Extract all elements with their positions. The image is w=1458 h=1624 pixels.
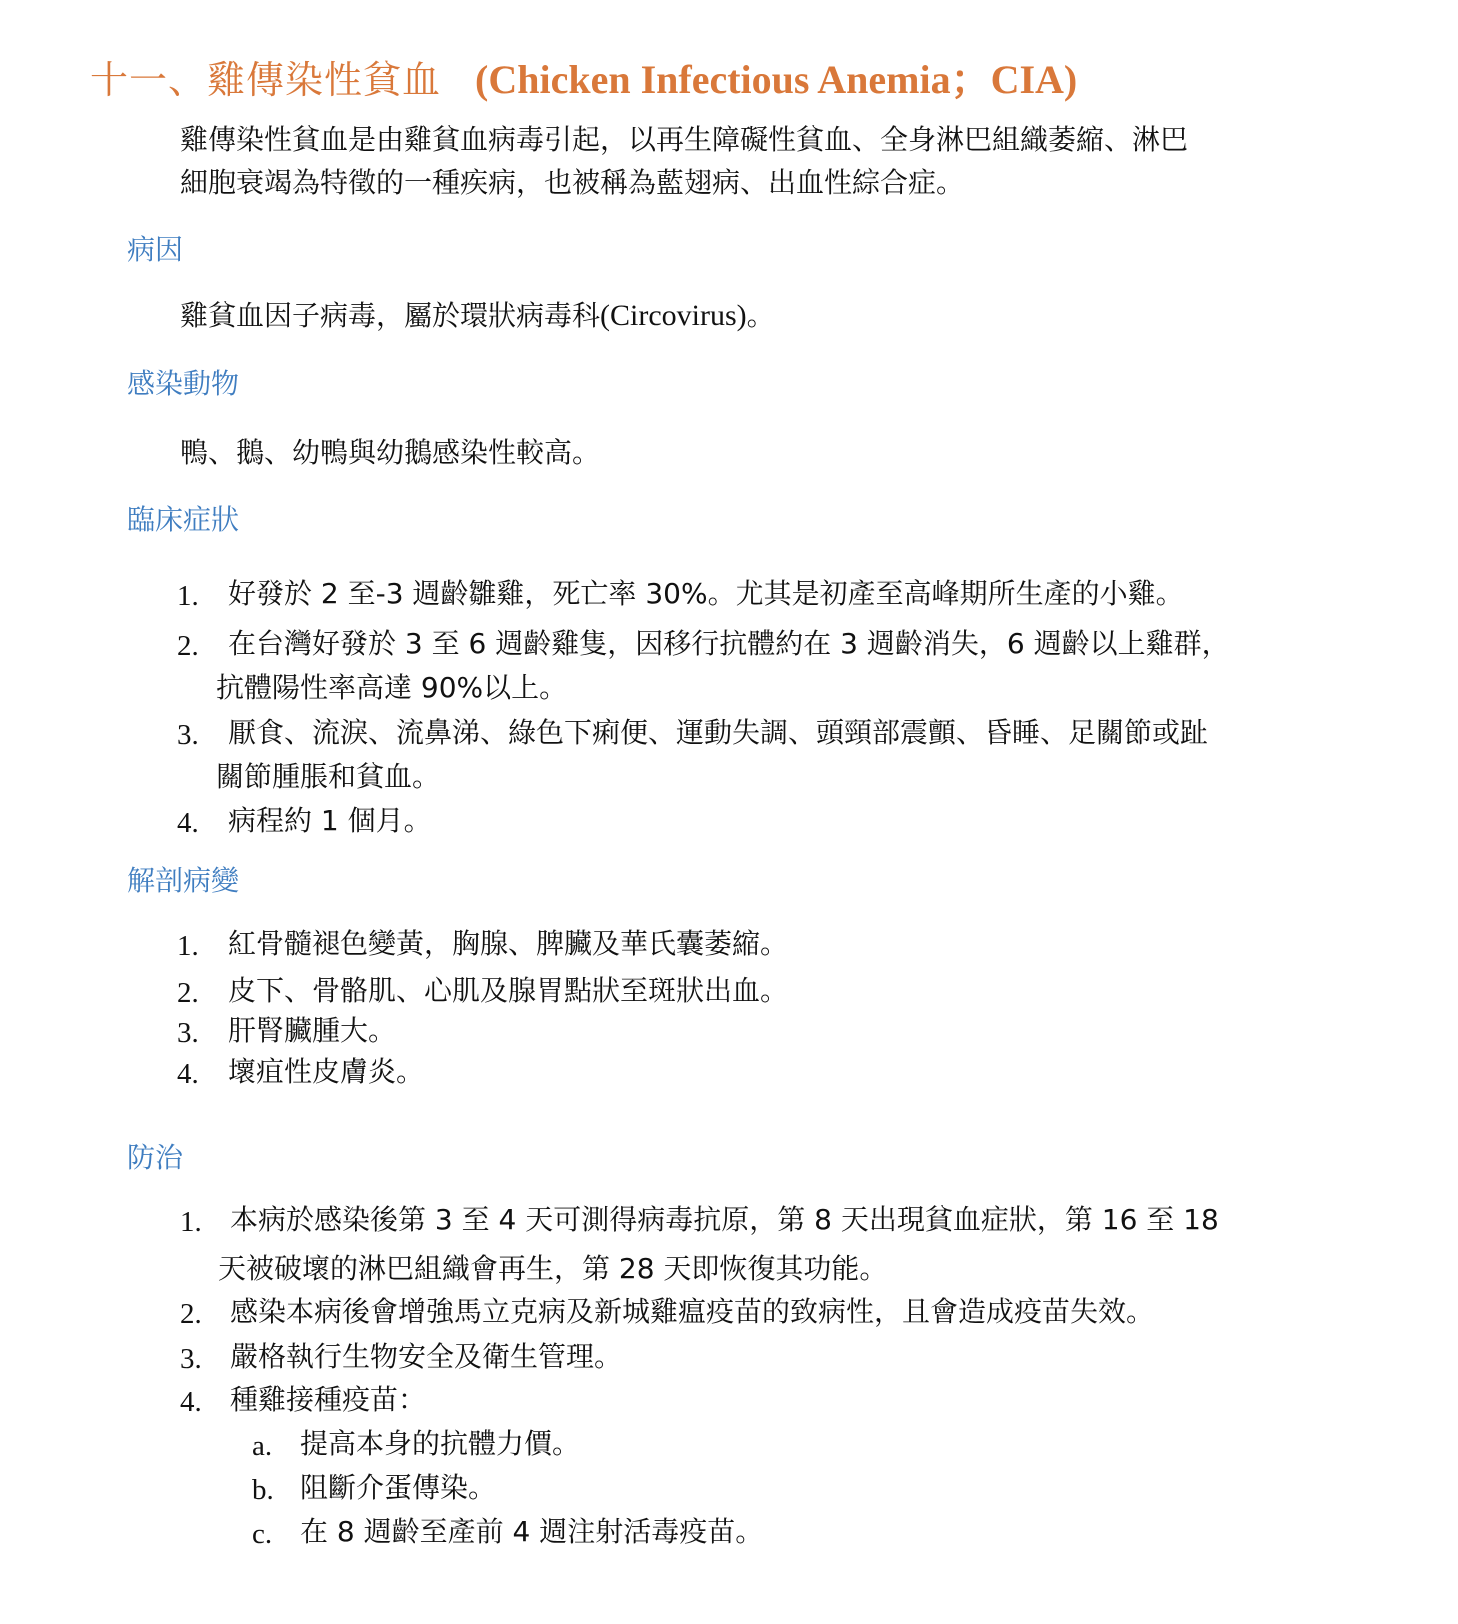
sub-list-letter: c. [252, 1518, 273, 1550]
section-heading-pathology: 解剖病變 [127, 864, 240, 897]
list-text: 皮下、骨骼肌、心肌及腺胃點狀至斑狀出血。 [228, 974, 789, 1007]
intro-line-2: 細胞衰竭為特徵的一種疾病，也被稱為藍翅病、出血性綜合症。 [180, 166, 965, 199]
list-text: 嚴格執行生物安全及衛生管理。 [230, 1340, 623, 1373]
list-text: 在台灣好發於 3 至 6 週齡雞隻，因移行抗體約在 3 週齡消失，6 週齡以上雞群， [228, 627, 1230, 660]
list-number: 4. [177, 807, 199, 839]
list-text: 肝腎臟腫大。 [228, 1014, 397, 1047]
list-text: 壞疽性皮膚炎。 [228, 1055, 425, 1088]
list-number: 1. [177, 580, 199, 612]
page-title-chinese: 十一、雞傳染性貧血 [90, 58, 442, 102]
cause-text-end: 。 [746, 299, 775, 332]
list-number: 3. [177, 719, 199, 751]
cause-text-latin: (Circovirus) [600, 299, 747, 332]
list-number: 1. [180, 1206, 202, 1238]
list-text: 厭食、流淚、流鼻涕、綠色下痢便、運動失調、頭頸部震顫、昏睡、足關節或趾 [228, 716, 1209, 749]
list-number: 2. [177, 977, 199, 1009]
list-text: 病程約 1 個月。 [228, 804, 432, 837]
list-number: 1. [177, 930, 199, 962]
list-number: 3. [177, 1017, 199, 1049]
list-number: 3. [180, 1343, 202, 1375]
list-number: 2. [180, 1298, 202, 1330]
list-number: 4. [180, 1386, 202, 1418]
list-number: 2. [177, 630, 199, 662]
cause-text-main: 雞貧血因子病毒，屬於環狀病毒科 [180, 299, 601, 332]
list-number: 4. [177, 1058, 199, 1090]
list-text: 好發於 2 至-3 週齡雛雞，死亡率 30%。尤其是初產至高峰期所生產的小雞。 [228, 577, 1184, 610]
list-text: 種雞接種疫苗： [230, 1383, 427, 1416]
cause-text [180, 293, 775, 338]
sub-list-letter: b. [252, 1474, 274, 1506]
list-text-continued: 天被破壞的淋巴組織會再生，第 28 天即恢復其功能。 [218, 1252, 888, 1285]
intro-line-1: 雞傳染性貧血是由雞貧血病毒引起，以再生障礙性貧血、全身淋巴組織萎縮、淋巴 [180, 123, 1189, 156]
sub-list-letter: a. [252, 1430, 273, 1462]
list-text-continued: 關節腫脹和貧血。 [216, 760, 441, 793]
page-title [90, 48, 1077, 105]
sub-list-text: 提高本身的抗體力價。 [300, 1427, 581, 1460]
list-text: 紅骨髓褪色變黃，胸腺、脾臟及華氏囊萎縮。 [228, 927, 789, 960]
section-heading-cause: 病因 [127, 233, 184, 266]
section-heading-symptoms: 臨床症狀 [127, 503, 240, 536]
list-text: 本病於感染後第 3 至 4 天可測得病毒抗原，第 8 天出現貧血症狀，第 16 至 18 [230, 1203, 1219, 1236]
sub-list-text: 阻斷介蛋傳染。 [300, 1471, 497, 1504]
list-text-continued: 抗體陽性率高達 90%以上。 [216, 671, 568, 704]
section-heading-hosts: 感染動物 [127, 367, 240, 400]
hosts-text: 鴨、鵝、幼鴨與幼鵝感染性較高。 [180, 436, 601, 469]
page-title-english: (Chicken Infectious Anemia；CIA) [475, 57, 1078, 102]
list-text: 感染本病後會增強馬立克病及新城雞瘟疫苗的致病性，且會造成疫苗失效。 [230, 1295, 1155, 1328]
section-heading-prevention: 防治 [127, 1141, 184, 1174]
sub-list-text: 在 8 週齡至產前 4 週注射活毒疫苗。 [300, 1515, 764, 1548]
